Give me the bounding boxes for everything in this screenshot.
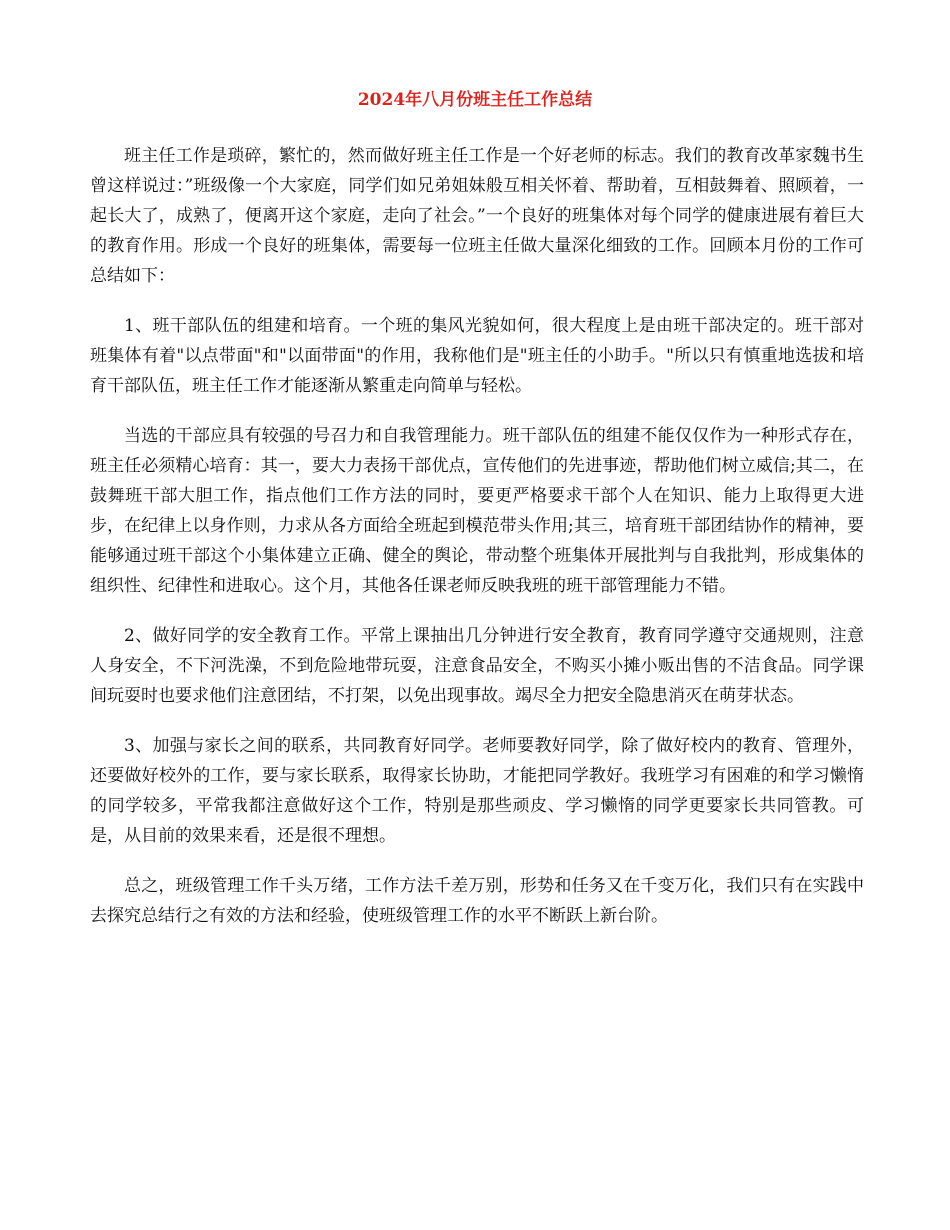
- paragraph-point-1: 1、班干部队伍的组建和培育。一个班的集风光貌如何，很大程度上是由班干部决定的。班干部对班集体有着"以点带面"和"以面带面"的作用，我称他们是"班主任的小助手。"所以只有慎重地选拔和培育干部队伍，班主任工作才能逐渐从繁重走向简单与轻松。: [90, 316, 864, 396]
- paragraph-point-2: 2、做好同学的安全教育工作。平常上课抽出几分钟进行安全教育，教育同学遵守交通规则，注意人身安全，不下河洗澡，不到危险地带玩耍，注意食品安全，不购买小摊小贩出售的不洁食品。同学课间玩耍时也要求他们注意团结，不打架，以免出现事故。竭尽全力把安全隐患消灭在萌芽状态。: [90, 626, 864, 706]
- paragraph-point-3: 3、加强与家长之间的联系，共同教育好同学。老师要教好同学，除了做好校内的教育、管理外，还要做好校外的工作，要与家长联系，取得家长协助，才能把同学教好。我班学习有困难的和学习懒惰的同学较多，平常我都注意做好这个工作，特别是那些顽皮、学习懒惰的同学更要家长共同管教。可是，从目前的效果来看，还是很不理想。: [90, 736, 864, 846]
- document-body: [90, 141, 864, 951]
- paragraph-conclusion: 总之，班级管理工作千头万绪，工作方法千差万别，形势和任务又在千变万化，我们只有在实践中去探究总结行之有效的方法和经验，使班级管理工作的水平不断跃上新台阶。: [90, 876, 864, 926]
- document-title: 2024年八月份班主任工作总结: [357, 90, 593, 110]
- paragraph-point-1-detail: 当选的干部应具有较强的号召力和自我管理能力。班干部队伍的组建不能仅仅作为一种形式存在，班主任必须精心培育：其一，要大力表扬干部优点，宣传他们的先进事迹，帮助他们树立威信;其二，在鼓舞班干部大胆工作，指点他们工作方法的同时，要更严格要求干部个人在知识、能力上取得更大进步，在纪律上以身作则，力求从各方面给全班起到模范带头作用;其三，培育班干部团结协作的精神，要能够通过班干部这个小集体建立正确、健全的舆论，带动整个班集体开展批判与自我批判，形成集体的组织性、纪律性和进取心。这个月，其他各任课老师反映我班的班干部管理能力不错。: [90, 426, 864, 596]
- paragraph-intro: 班主任工作是琐碎，繁忙的，然而做好班主任工作是一个好老师的标志。我们的教育改革家魏书生曾这样说过：”班级像一个大家庭，同学们如兄弟姐妹般互相关怀着、帮助着，互相鼓舞着、照顾着，一起长大了，成熟了，便离开这个家庭，走向了社会。”一个良好的班集体对每个同学的健康进展有着巨大的教育作用。形成一个良好的班集体，需要每一位班主任做大量深化细致的工作。回顾本月份的工作可总结如下：: [90, 146, 864, 286]
